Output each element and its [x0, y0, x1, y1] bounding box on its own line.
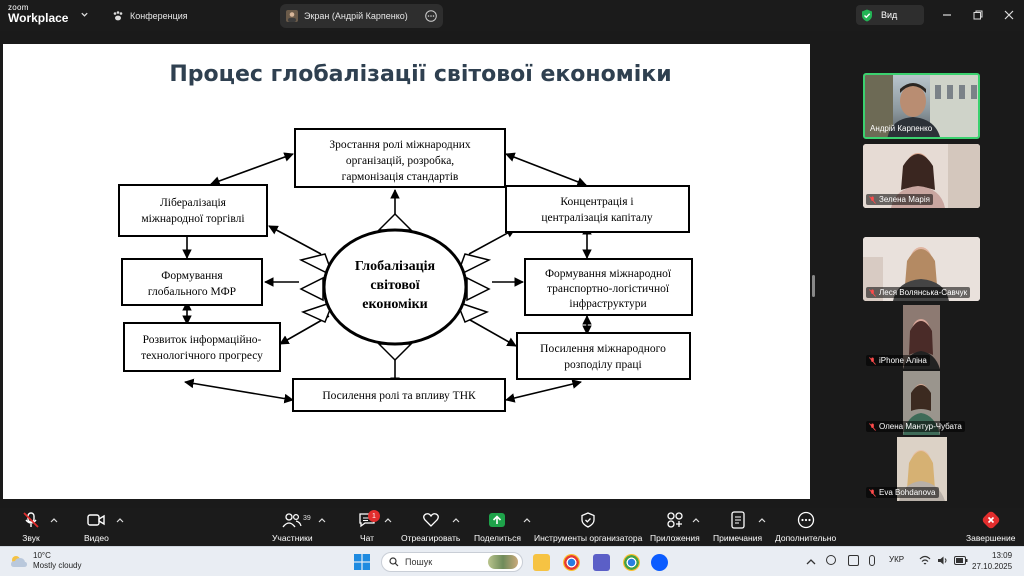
chrome-profile-icon[interactable]: [623, 554, 640, 571]
apps-button[interactable]: [650, 510, 700, 544]
notes-caret-icon[interactable]: [758, 517, 766, 523]
box-left3-line-1: Розвиток інформаційно-: [142, 334, 262, 346]
participant-name: Андрій Карпенко: [870, 124, 933, 133]
zoom-app-icon[interactable]: [651, 554, 668, 571]
taskbar-clock[interactable]: [972, 551, 1012, 573]
close-icon[interactable]: [1002, 8, 1016, 22]
box-right2-line-3: інфраструктури: [569, 298, 647, 310]
react-label: Отреагировать: [401, 533, 461, 543]
participants-count: 39: [303, 515, 311, 522]
slide-title: Процес глобалізації світової економіки: [169, 62, 672, 87]
cloud-icon: [10, 554, 28, 568]
box-capital-concentration: [506, 186, 689, 232]
muted-mic-icon: [869, 423, 876, 431]
apps-icon: [666, 511, 684, 529]
audio-options-caret-icon[interactable]: [50, 517, 58, 523]
file-explorer-icon[interactable]: [533, 554, 550, 571]
box-right3-line-1: Посилення міжнародного: [540, 343, 666, 355]
heart-icon: [422, 512, 440, 528]
weather-condition: Mostly cloudy: [33, 560, 82, 570]
share-button[interactable]: [474, 510, 521, 544]
box-right2-line-2: транспортно-логістичної: [546, 283, 670, 295]
box-labor-division: [517, 333, 690, 379]
more-options-icon[interactable]: [425, 10, 437, 22]
muted-mic-icon: [869, 357, 876, 365]
box-left2-line-2: глобального МФР: [147, 286, 237, 298]
volume-icon[interactable]: [937, 555, 949, 566]
arrow-left3-bottom: [185, 382, 293, 400]
participants-caret-icon[interactable]: [318, 517, 326, 523]
box-global-mfr: [122, 259, 262, 305]
box-left1-line-1: Лібералізація: [160, 197, 226, 209]
clock-date: 27.10.2025: [972, 561, 1013, 571]
chat-caret-icon[interactable]: [384, 517, 392, 523]
box-right1-line-1: Концентрація і: [560, 196, 634, 208]
minimize-icon[interactable]: [940, 8, 954, 22]
arrow-top-right1: [506, 154, 586, 185]
avatar-icon: [286, 10, 298, 22]
box-right2-line-1: Формування міжнародної: [544, 268, 672, 280]
notes-label: Примечания: [713, 533, 763, 543]
shield-icon: [580, 512, 596, 528]
host-tools-button[interactable]: [534, 510, 642, 544]
center-line-1: Глобалізація: [354, 259, 436, 274]
more-label: Дополнительно: [775, 533, 837, 543]
box-left2-line-1: Формування: [161, 270, 223, 282]
participant-name: Леся Волянська-Савчук: [866, 287, 970, 298]
tab-conference[interactable]: [112, 7, 188, 25]
arrow-bottom-right3: [506, 382, 581, 400]
ray-right: [467, 278, 489, 300]
box-left1-line-2: міжнародної торгівлі: [141, 213, 245, 225]
chat-label: Чат: [359, 533, 375, 543]
notes-button[interactable]: [713, 510, 762, 544]
video-label: Видео: [84, 533, 109, 543]
shield-check-icon: [861, 9, 873, 22]
participant-name: iPhone Аліна: [866, 355, 930, 366]
participant-name: Зелена Марія: [866, 194, 933, 205]
battery-icon[interactable]: [954, 556, 968, 565]
logo-top-text: zoom: [8, 3, 29, 12]
windows-taskbar: [0, 546, 1024, 576]
search-highlight-image: [488, 555, 518, 569]
host-tools-label: Инструменты организатора: [534, 533, 643, 543]
view-label: Вид: [881, 10, 898, 20]
video-button[interactable]: [84, 510, 109, 544]
box-bottom-line-1: Посилення ролі та впливу ТНК: [322, 390, 476, 402]
paw-icon: [112, 10, 124, 22]
restore-icon[interactable]: [971, 8, 985, 22]
weather-widget[interactable]: [10, 551, 81, 570]
meeting-toolbar: [0, 508, 1024, 546]
apps-caret-icon[interactable]: [692, 517, 700, 523]
react-button[interactable]: [401, 510, 460, 544]
arrow-center-right3: [463, 316, 516, 346]
muted-mic-icon: [22, 511, 40, 529]
taskbar-search[interactable]: [381, 552, 523, 572]
shared-slide: [3, 44, 810, 499]
box-it-progress: [124, 323, 280, 371]
muted-mic-icon: [869, 489, 876, 497]
panel-resize-handle[interactable]: [812, 275, 815, 297]
chat-unread-badge: 1: [368, 510, 380, 522]
ray-left: [301, 278, 323, 300]
arrow-center-left1: [269, 226, 321, 254]
participant-tile[interactable]: [863, 371, 980, 435]
chevron-down-icon[interactable]: [80, 10, 89, 19]
ray-bottom: [379, 344, 411, 360]
participant-tile[interactable]: [863, 437, 980, 501]
muted-mic-icon: [869, 289, 876, 297]
zoom-logo[interactable]: [8, 4, 68, 24]
end-call-icon: [982, 511, 1000, 529]
view-button[interactable]: [856, 5, 924, 25]
title-bar: [0, 0, 1024, 31]
teams-icon[interactable]: [593, 554, 610, 571]
globalization-diagram: [3, 44, 810, 499]
participant-name: Олена Мантур-Чубата: [866, 421, 965, 432]
tab-screen-share[interactable]: [280, 4, 443, 28]
participants-icon: [282, 512, 302, 528]
share-screen-icon: [488, 512, 506, 528]
participant-tile[interactable]: [863, 305, 980, 369]
react-caret-icon[interactable]: [452, 517, 460, 523]
center-line-2: світової: [370, 278, 420, 293]
audio-button[interactable]: [22, 510, 40, 544]
tab-conference-label: Конференция: [130, 11, 188, 21]
share-caret-icon[interactable]: [523, 517, 531, 523]
weather-temperature: 10°C: [33, 551, 51, 560]
center-line-3: економіки: [362, 297, 428, 312]
notes-icon: [730, 511, 746, 529]
language-indicator[interactable]: УКР: [889, 555, 905, 564]
arrow-top-left1: [211, 154, 293, 184]
participant-tile[interactable]: [863, 144, 980, 208]
participants-label: Участники: [272, 533, 313, 543]
participant-tile[interactable]: [863, 237, 980, 301]
apps-label: Приложения: [650, 533, 700, 543]
box-trade-liberalization: [119, 185, 267, 236]
video-options-caret-icon[interactable]: [116, 517, 124, 523]
muted-mic-icon: [869, 196, 876, 204]
box-right3-line-2: розподілу праці: [564, 359, 642, 371]
tab-screen-label: Экран (Андрій Карпенко): [304, 11, 408, 21]
audio-label: Звук: [22, 533, 40, 543]
search-placeholder: Пошук: [405, 557, 433, 567]
box-top-line-1: Зростання ролі міжнародних: [329, 139, 471, 151]
participant-tile[interactable]: [863, 73, 980, 139]
clock-time: 13:09: [992, 551, 1013, 560]
box-top-line-3: гармонізація стандартів: [341, 171, 459, 183]
participant-name: Eva Bohdanova: [866, 487, 939, 498]
box-left3-line-2: технологічного прогресу: [141, 350, 263, 362]
video-camera-icon: [86, 512, 106, 528]
more-icon: [797, 511, 815, 529]
microphone-icon[interactable]: [869, 555, 875, 566]
more-button[interactable]: [775, 510, 836, 544]
end-meeting-button[interactable]: [966, 510, 1015, 544]
chevron-up-icon[interactable]: [805, 556, 817, 568]
share-stage: [0, 31, 1024, 508]
ray-top: [379, 214, 411, 230]
box-top-line-2: організацій, розробка,: [345, 155, 455, 167]
search-icon: [389, 557, 399, 567]
logo-bottom-text: Workplace: [8, 11, 69, 25]
box-right1-line-2: централізація капіталу: [541, 212, 653, 224]
notifications-icon[interactable]: [826, 555, 836, 565]
chrome-icon[interactable]: [563, 554, 580, 571]
share-label: Поделиться: [474, 533, 521, 543]
wifi-icon[interactable]: [919, 555, 931, 566]
windows-start-icon[interactable]: [354, 554, 370, 570]
sync-icon[interactable]: [848, 555, 859, 566]
end-label: Завершение: [966, 533, 1016, 543]
